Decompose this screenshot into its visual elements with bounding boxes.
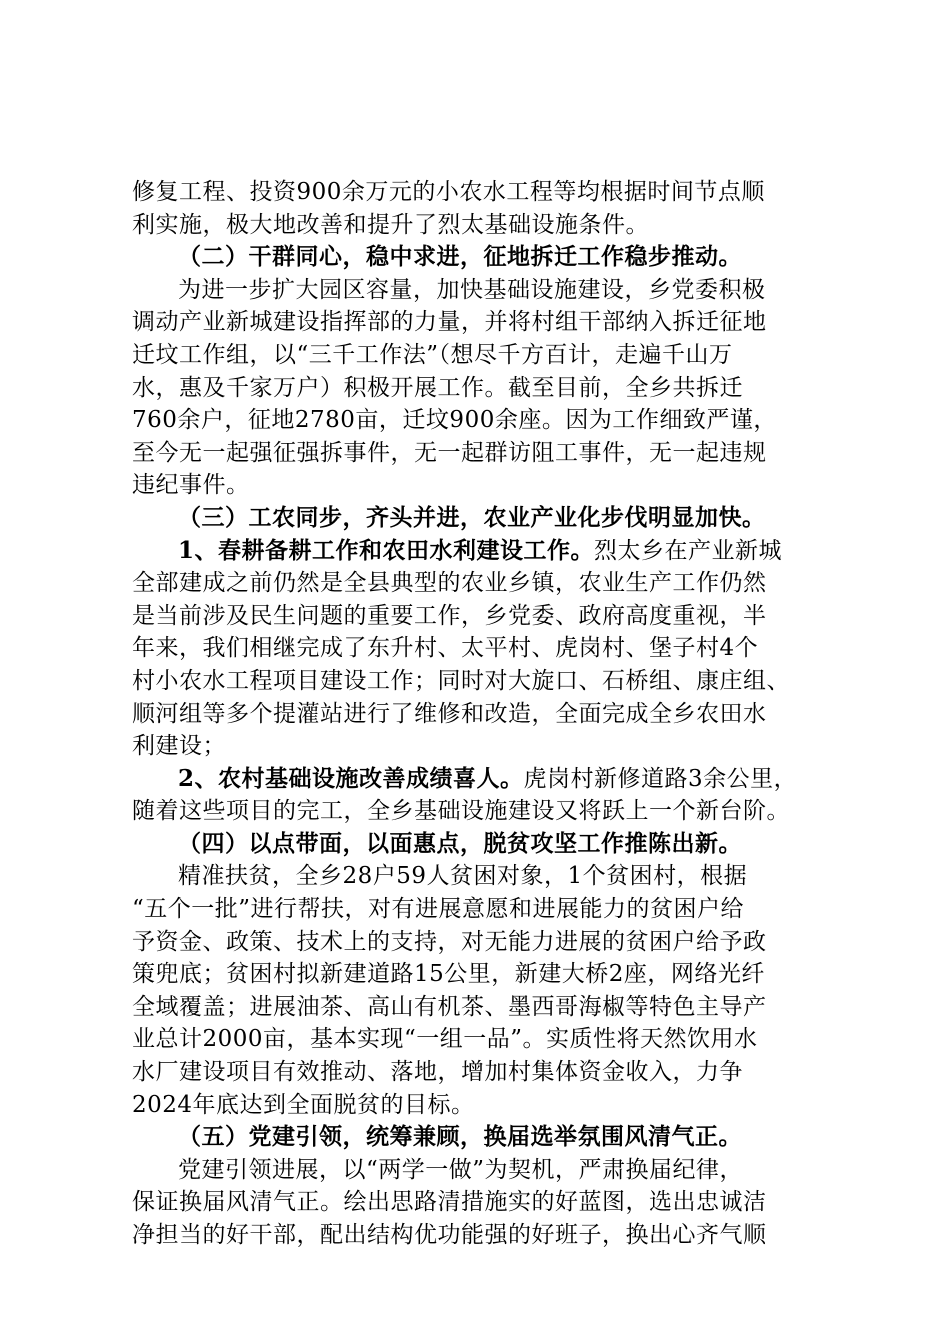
paragraph-line: 年来，我们相继完成了东升村、太平村、虎岗村、堡子村4个 [132,635,759,662]
subheading-lead: 2、农村基础设施改善成绩喜人。 [178,764,524,792]
paragraph-line: 迁坟工作组，以“三千工作法”（想尽千方百计，走遍千山万 [132,341,733,368]
section-heading: （二）干群同心，稳中求进，征地拆迁工作稳步推动。 [178,243,742,271]
paragraph-line: 是当前涉及民生问题的重要工作，乡党委、政府高度重视，半 [132,602,767,629]
paragraph-line: 利实施，极大地改善和提升了烈太基础设施条件。 [132,211,649,238]
section-heading: （五）党建引领，统筹兼顾，换届选举氛围风清气正。 [178,1123,742,1151]
paragraph-line: 至今无一起强征强拆事件，无一起群访阻工事件，无一起违规 [132,439,767,466]
paragraph-line: 全部建成之前仍然是全县典型的农业乡镇，农业生产工作仍然 [132,570,767,597]
paragraph-line: 业总计2000亩，基本实现“一组一品”。实质性将天然饮用水 [132,1026,758,1053]
paragraph-line: 760余户，征地2780亩，迁坟900余座。因为工作细致严谨， [132,407,777,434]
paragraph-line: 予资金、政策、技术上的支持，对无能力进展的贫困户给予政 [132,928,767,955]
paragraph-line: 策兜底；贫困村拟新建道路15公里，新建大桥2座，网络光纤 [132,961,765,988]
paragraph-line: 党建引领进展，以“两学一做”为契机，严肃换届纪律， [178,1156,744,1183]
paragraph-line: 利建设； [132,733,226,760]
paragraph-line: 精准扶贫，全乡28户59人贫困对象，1个贫困村，根据 [178,863,748,890]
paragraph-text: 虎岗村新修道路3余公里， [523,765,798,792]
document-body [132,176,828,1252]
paragraph-line: 顺河组等多个提灌站进行了维修和改造，全面完成全乡农田水 [132,700,767,727]
section-heading: （四）以点带面，以面惠点，脱贫攻坚工作推陈出新。 [178,829,742,857]
paragraph-line: 随着这些项目的完工，全乡基础设施建设又将跃上一个新台阶。 [132,798,790,825]
paragraph-line: “五个一批”进行帮扶，对有进展意愿和进展能力的贫困户给 [132,896,745,923]
paragraph-line [132,763,828,796]
paragraph-text: 烈太乡在产业新城 [594,537,783,564]
paragraph-line: 调动产业新城建设指挥部的力量，并将村组干部纳入拆迁征地 [132,309,767,336]
paragraph-line: 为进一步扩大园区容量，加快基础设施建设，乡党委积极 [178,276,766,303]
paragraph-line: 修复工程、投资900余万元的小农水工程等均根据时间节点顺 [132,179,765,205]
paragraph-line: 2024年底达到全面脱贫的目标。 [132,1091,475,1118]
paragraph-line: 净担当的好干部，配出结构优功能强的好班子，换出心齐气顺 [132,1222,767,1248]
paragraph-line: 村小农水工程项目建设工作；同时对大旋口、石桥组、康庄组、 [132,667,790,694]
paragraph-line [132,535,828,568]
section-heading: （三）工农同步，齐头并进，农业产业化步伐明显加快。 [178,503,766,531]
paragraph-line: 保证换届风清气正。绘出思路清措施实的好蓝图，选出忠诚洁 [132,1189,767,1216]
paragraph-line: 水，惠及千家万户）积极开展工作。截至目前，全乡共拆迁 [132,374,743,401]
paragraph-line: 违纪事件。 [132,472,250,499]
paragraph-line: 水厂建设项目有效推动、落地，增加村集体资金收入，力争 [132,1059,743,1086]
paragraph-line: 全域覆盖；进展油茶、高山有机茶、墨西哥海椒等特色主导产 [132,993,767,1020]
subheading-lead: 1、春耕备耕工作和农田水利建设工作。 [178,536,595,564]
